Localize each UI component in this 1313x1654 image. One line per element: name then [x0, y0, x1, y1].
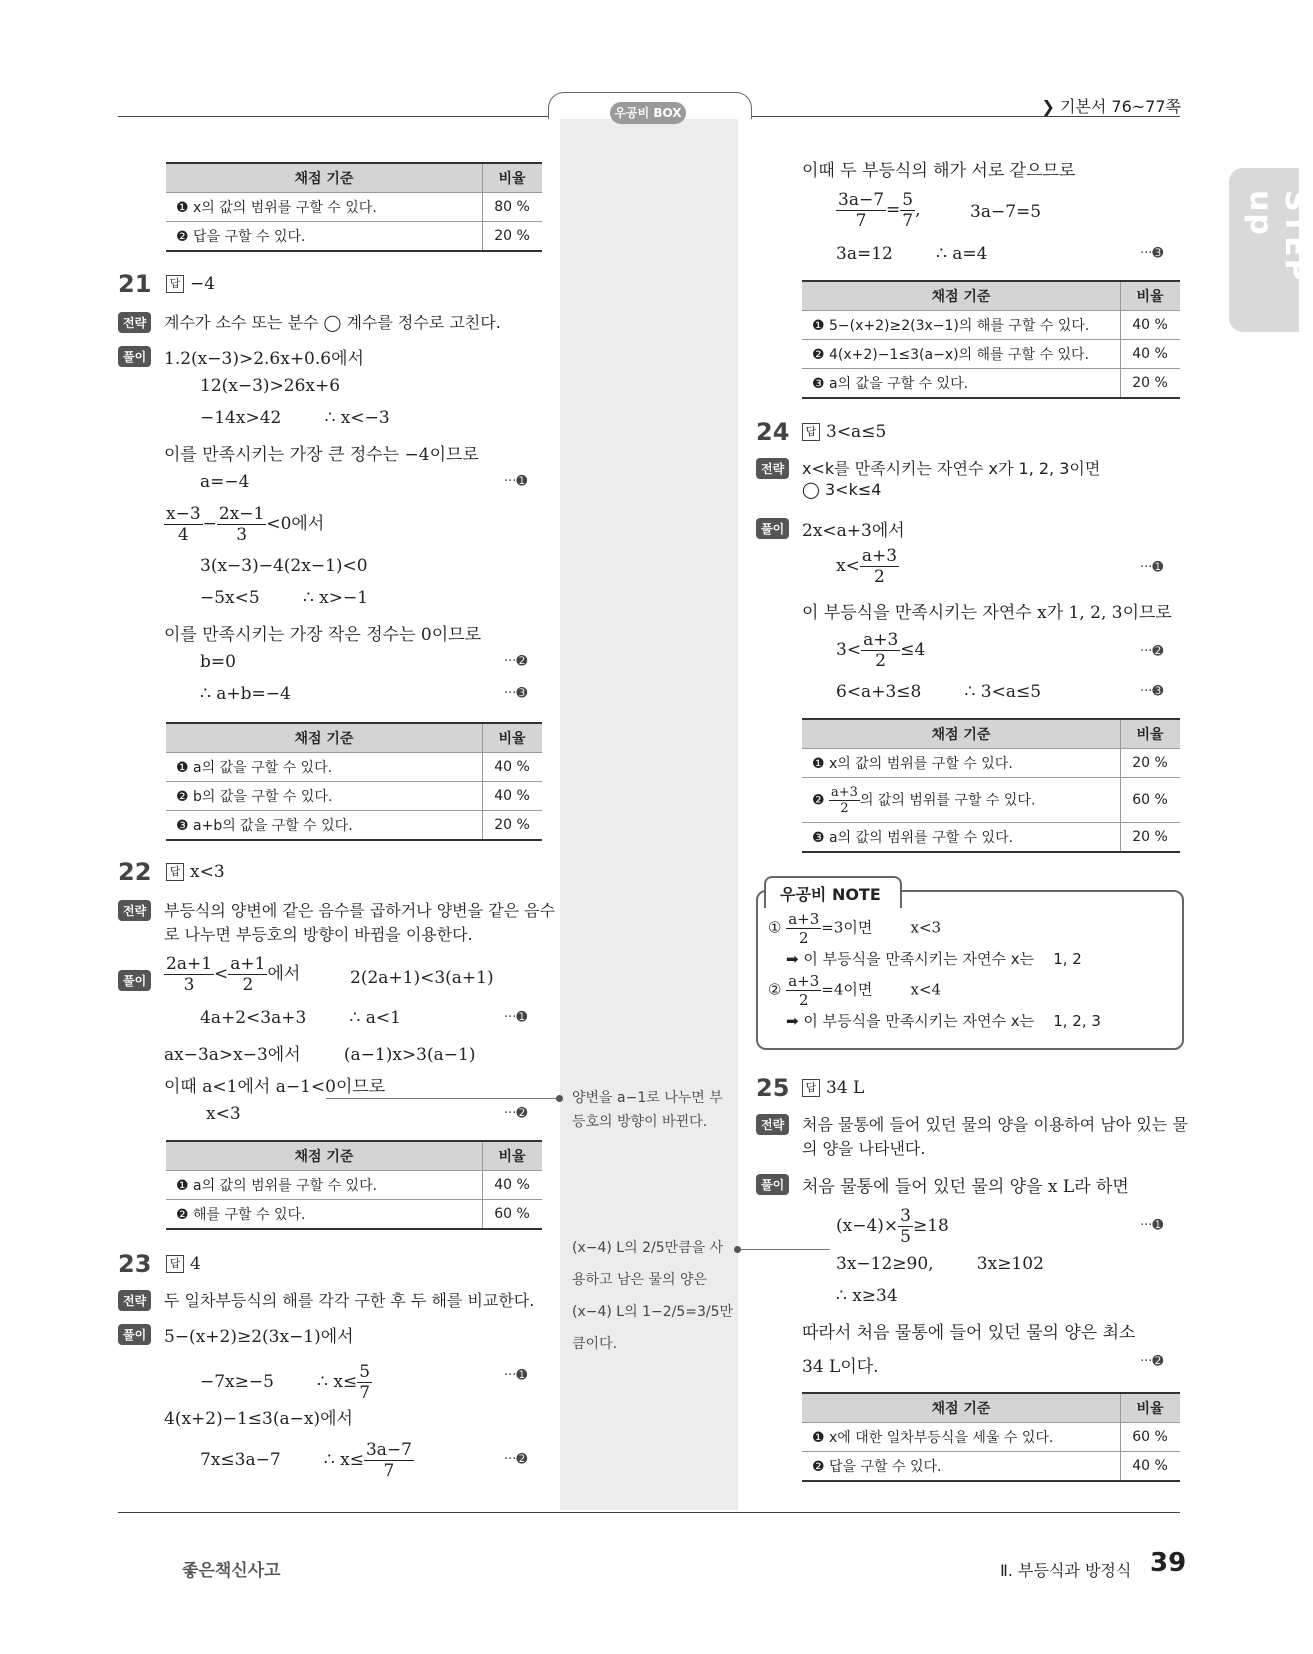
strategy-tag: 전략	[756, 458, 789, 479]
answer-icon: 답	[802, 423, 820, 441]
reference-label: ❯ 기본서 76~77쪽	[1041, 97, 1181, 116]
solution-line: 이를 만족시키는 가장 작은 정수는 0이므로	[164, 625, 482, 645]
step-marker: ···➋	[1140, 644, 1164, 659]
strategy-text: 두 일차부등식의 해를 각각 구한 후 두 해를 비교한다.	[164, 1291, 535, 1310]
step-marker: ···➋	[504, 1106, 528, 1121]
step-marker: ···➊	[504, 1010, 528, 1025]
grading-table-25: 채점 기준 비율 ❶ x에 대한 일차부등식을 세울 수 있다. 60 % ❷ 답을 구할 수 있다. 40 %	[802, 1392, 1180, 1482]
strategy-text: 로 나누면 부등호의 방향이 바뀜을 이용한다.	[164, 925, 473, 944]
solution-tag: 풀이	[118, 346, 151, 367]
fraction-line: $\frac{3a-7}{7}$ = $\frac{5}{7}$ ,	[838, 190, 921, 231]
grading-table-21: 채점 기준 비율 ❶ a의 값을 구할 수 있다. 40 % ❷ b의 값을 구할 수 있다. 40 % ❸ a+b의 값을 구할 수 있다. 20 %	[166, 722, 542, 841]
callout-line	[738, 1249, 830, 1250]
solution-line: 4(x+2)−1≤3(a−x)에서	[164, 1409, 353, 1429]
chevron-right-icon: ❯	[1041, 97, 1060, 116]
strategy-tag: 전략	[118, 900, 151, 921]
step-marker: ···➊	[504, 1368, 528, 1383]
strategy-tag: 전략	[756, 1114, 789, 1135]
solution-line: 3a−7=5	[970, 202, 1042, 222]
solution-line: 2(2a+1)<3(a+1)	[350, 968, 494, 988]
solution-line: 1.2(x−3)>2.6x+0.6에서	[164, 349, 364, 369]
answer-icon: 답	[802, 1079, 820, 1097]
step-marker: ···➌	[1140, 246, 1164, 261]
problem-number: 23	[118, 1250, 152, 1278]
solution-tag: 풀이	[118, 970, 151, 991]
note-line: ② $\frac{a+3}{2}$ =4이면 x<4	[768, 972, 942, 1009]
problem-number: 22	[118, 858, 152, 886]
solution-line: 3a=12 ∴ a=4	[836, 244, 988, 264]
fraction-line: 7x≤3a−7 ∴ x≤ $\frac{3a-7}{7}$	[200, 1440, 412, 1481]
problem-number: 21	[118, 270, 152, 298]
answer-icon: 답	[166, 863, 184, 881]
page-number: 39	[1150, 1548, 1187, 1578]
side-note: 큼이다.	[572, 1336, 618, 1352]
solution-line: a=−4	[200, 472, 250, 492]
fraction-line: 3< $\frac{a+3}{2}$ ≤4	[836, 630, 926, 671]
side-note: (x−4) L의 1−2/5=3/5만	[572, 1304, 734, 1320]
answer-icon: 답	[166, 275, 184, 293]
solution-line: 34 L이다.	[802, 1357, 879, 1377]
strategy-text: ◯ 3<k≤4	[802, 480, 882, 499]
solution-line: 이때 a<1에서 a−1<0이므로	[164, 1077, 386, 1097]
callout-dot	[556, 1095, 563, 1102]
fraction-line: x< $\frac{a+3}{2}$	[836, 546, 898, 587]
callout-dot	[734, 1246, 741, 1253]
strategy-text: 계수가 소수 또는 분수 ◯ 계수를 정수로 고친다.	[164, 313, 501, 332]
grading-table-22: 채점 기준 비율 ❶ a의 값의 범위를 구할 수 있다. 40 % ❷ 해를 구할 수 있다. 60 %	[166, 1140, 542, 1230]
fraction-line: −7x≥−5 ∴ x≤ $\frac{5}{7}$	[200, 1362, 371, 1403]
solution-line: ∴ a+b=−4	[200, 684, 291, 704]
answer: 답 3<a≤5	[802, 422, 886, 442]
solution-line: ∴ x≥34	[836, 1286, 898, 1306]
answer: 답 x<3	[166, 862, 225, 882]
solution-line: 3(x−3)−4(2x−1)<0	[200, 556, 368, 576]
grading-table-23: 채점 기준 비율 ❶ 5−(x+2)≥2(3x−1)의 해를 구할 수 있다. 40 % ❷ 4(x+2)−1≤3(a−x)의 해를 구할 수 있다. 40 % ❸ a의 값을 구할 수 있다. 20 %	[802, 280, 1180, 399]
solution-line: x<3	[206, 1104, 241, 1124]
fraction-line: $\frac{x-3}{4}$ − $\frac{2x-1}{3}$ <0에서	[166, 504, 325, 545]
side-note: 용하고 남은 물의 양은	[572, 1272, 708, 1288]
solution-line: b=0	[200, 652, 236, 672]
strategy-text: 의 양을 나타낸다.	[802, 1139, 926, 1158]
note-line: ➡ 이 부등식을 만족시키는 자연수 x는 1, 2	[786, 950, 1082, 968]
note-line: ① $\frac{a+3}{2}$ =3이면 x<3	[768, 910, 942, 947]
problem-number: 25	[756, 1074, 790, 1102]
answer: 답 −4	[166, 274, 215, 294]
step-marker: ···➊	[1140, 560, 1164, 575]
fraction-line: $\frac{2a+1}{3}$ < $\frac{a+1}{2}$ 에서	[166, 954, 301, 995]
strategy-text: x<k를 만족시키는 자연수 x가 1, 2, 3이면	[802, 459, 1101, 478]
solution-line: 따라서 처음 물통에 들어 있던 물의 양은 최소	[802, 1323, 1136, 1343]
step-marker: ···➋	[1140, 1354, 1164, 1369]
side-note: 등호의 방향이 바뀐다.	[572, 1114, 708, 1130]
problem-number: 24	[756, 418, 790, 446]
note-line: ➡ 이 부등식을 만족시키는 자연수 x는 1, 2, 3	[786, 1012, 1101, 1030]
solution-line: 5−(x+2)≥2(3x−1)에서	[164, 1327, 354, 1347]
solution-line: 4a+2<3a+3 ∴ a<1	[200, 1008, 401, 1028]
solution-line: 2x<a+3에서	[802, 521, 905, 541]
solution-line: 처음 물통에 들어 있던 물의 양을 x L라 하면	[802, 1177, 1129, 1197]
step-marker: ···➌	[1140, 684, 1164, 699]
step-up-tab: STEP up	[1229, 168, 1299, 332]
step-marker: ···➊	[1140, 1218, 1164, 1233]
solution-tag: 풀이	[118, 1324, 151, 1345]
solution-line: 이때 두 부등식의 해가 서로 같으므로	[802, 161, 1076, 181]
callout-line	[326, 1098, 560, 1099]
grading-table-24: 채점 기준 비율 ❶ x의 값의 범위를 구할 수 있다. 20 % ❷ $\frac{a+3}{2}$ 의 값의 범위를 구할 수 있다. 60 % ❸ a의 값의 범위를 구할 수 있다. 20 %	[802, 718, 1180, 853]
answer: 답 34 L	[802, 1078, 864, 1098]
solution-line: 12(x−3)>26x+6	[200, 376, 341, 396]
strategy-tag: 전략	[118, 312, 151, 333]
solution-line: −14x>42 ∴ x<−3	[200, 408, 390, 428]
strategy-text: 처음 물통에 들어 있던 물의 양을 이용하여 남아 있는 물	[802, 1115, 1188, 1134]
solution-line: 이를 만족시키는 가장 큰 정수는 −4이므로	[164, 445, 479, 465]
note-title: 우공비 NOTE	[764, 876, 902, 908]
box-logo: 우공비 BOX	[610, 102, 686, 124]
strategy-text: 부등식의 양변에 같은 음수를 곱하거나 양변을 같은 음수	[164, 901, 556, 920]
solution-line: 6<a+3≤8 ∴ 3<a≤5	[836, 682, 1042, 702]
step-marker: ···➊	[504, 474, 528, 489]
solution-tag: 풀이	[756, 518, 789, 539]
step-marker: ···➋	[504, 654, 528, 669]
answer: 답 4	[166, 1254, 201, 1274]
side-note: (x−4) L의 2/5만큼을 사	[572, 1240, 724, 1256]
step-marker: ···➋	[504, 1452, 528, 1467]
solution-line: 3x−12≥90, 3x≥102	[836, 1254, 1044, 1274]
step-marker: ···➌	[504, 686, 528, 701]
footer-rule	[118, 1512, 1180, 1513]
answer-icon: 답	[166, 1255, 184, 1273]
publisher-logo: 좋은책신사고	[182, 1561, 281, 1581]
side-note: 양변을 a−1로 나누면 부	[572, 1090, 723, 1106]
solution-tag: 풀이	[756, 1174, 789, 1195]
solution-line: 이 부등식을 만족시키는 자연수 x가 1, 2, 3이므로	[802, 603, 1172, 623]
strategy-tag: 전략	[118, 1290, 151, 1311]
grading-table-20: 채점 기준 비율 ❶ x의 값의 범위를 구할 수 있다. 80 % ❷ 답을 구할 수 있다. 20 %	[166, 162, 542, 252]
solution-line: ax−3a>x−3에서 (a−1)x>3(a−1)	[164, 1045, 476, 1065]
chapter-label: Ⅱ. 부등식과 방정식	[1000, 1561, 1132, 1580]
fraction-line: (x−4)× $\frac{3}{5}$ ≥18	[836, 1206, 949, 1247]
solution-line: −5x<5 ∴ x>−1	[200, 588, 369, 608]
